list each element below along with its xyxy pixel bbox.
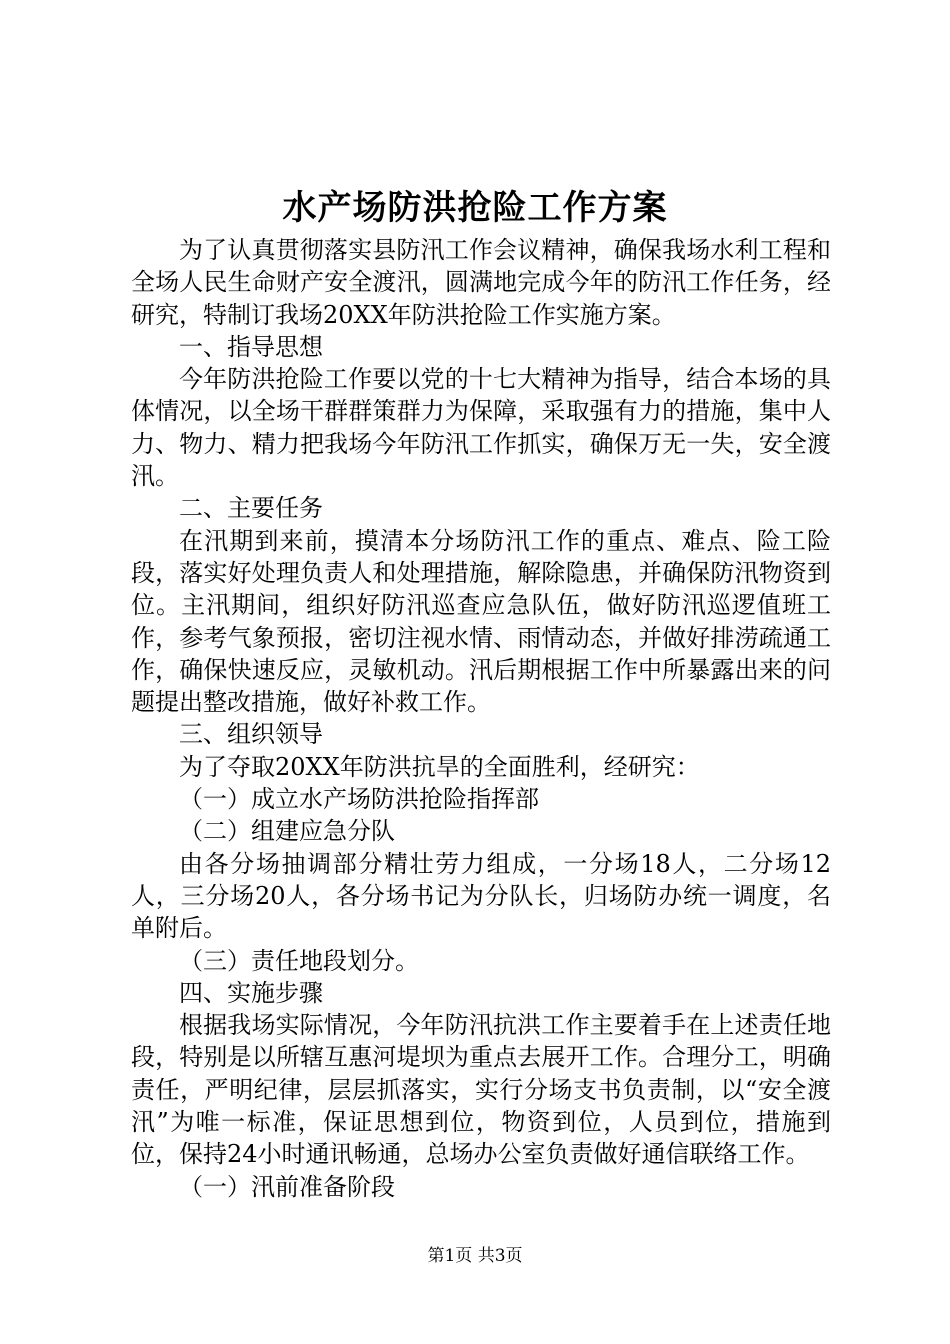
subheading-preparation: （一）汛前准备阶段: [179, 1172, 395, 1201]
paragraph-emergency-team: 由各分场抽调部分精壮劳力组成，一分场18人，二分场12人，三分场20人，各分场书记为分队长，归场防办统一调度，名单附后。: [131, 849, 831, 943]
paragraph-guiding-ideology: 今年防洪抢险工作要以党的十七大精神为指导，结合本场的具体情况，以全场干群群策群力为保障，采取强有力的措施，集中人力、物力、精力把我场今年防汛工作抓实，确保万无一失，安全渡汛。: [131, 365, 831, 491]
subheading-responsibility: （三）责任地段划分。: [179, 946, 419, 975]
paragraph-implementation: 根据我场实际情况，今年防汛抗洪工作主要着手在上述责任地段，特别是以所辖互惠河堤坝为重点去展开工作。合理分工，明确责任，严明纪律，层层抓落实，实行分场支书负责制，以“安全渡汛”为唯一标准，保证思想到位，物资到位，人员到位，措施到位，保持24小时通讯畅通，总场办公室负责做好通信联络工作。: [131, 1011, 831, 1169]
page-footer: 第1页 共3页: [427, 1246, 523, 1266]
heading-organization: 三、组织领导: [179, 720, 323, 749]
heading-main-tasks: 二、主要任务: [179, 494, 323, 523]
document-title: 水产场防洪抢险工作方案: [282, 188, 668, 228]
paragraph-organization: 为了夺取20XX年防洪抗旱的全面胜利，经研究：: [179, 752, 700, 781]
paragraph-intro: 为了认真贯彻落实县防汛工作会议精神，确保我场水利工程和全场人民生命财产安全渡汛，圆满地完成今年的防汛工作任务，经研究，特制订我场20XX年防洪抢险工作实施方案。: [131, 236, 831, 329]
subheading-command-center: （一）成立水产场防洪抢险指挥部: [179, 785, 539, 814]
paragraph-main-tasks: 在汛期到来前，摸清本分场防汛工作的重点、难点、险工险段，落实好处理负责人和处理措施，解除隐患，并确保防汛物资到位。主汛期间，组织好防汛巡查应急队伍，做好防汛巡逻值班工作，参考气象预报，密切注视水情、雨情动态，并做好排涝疏通工作，确保快速反应，灵敏机动。汛后期根据工作中所暴露出来的问题提出整改措施，做好补救工作。: [131, 526, 831, 717]
subheading-emergency-team: （二）组建应急分队: [179, 817, 395, 846]
document-body: [131, 234, 831, 1203]
heading-guiding-ideology: 一、指导思想: [179, 332, 323, 361]
heading-implementation: 四、实施步骤: [179, 978, 323, 1007]
